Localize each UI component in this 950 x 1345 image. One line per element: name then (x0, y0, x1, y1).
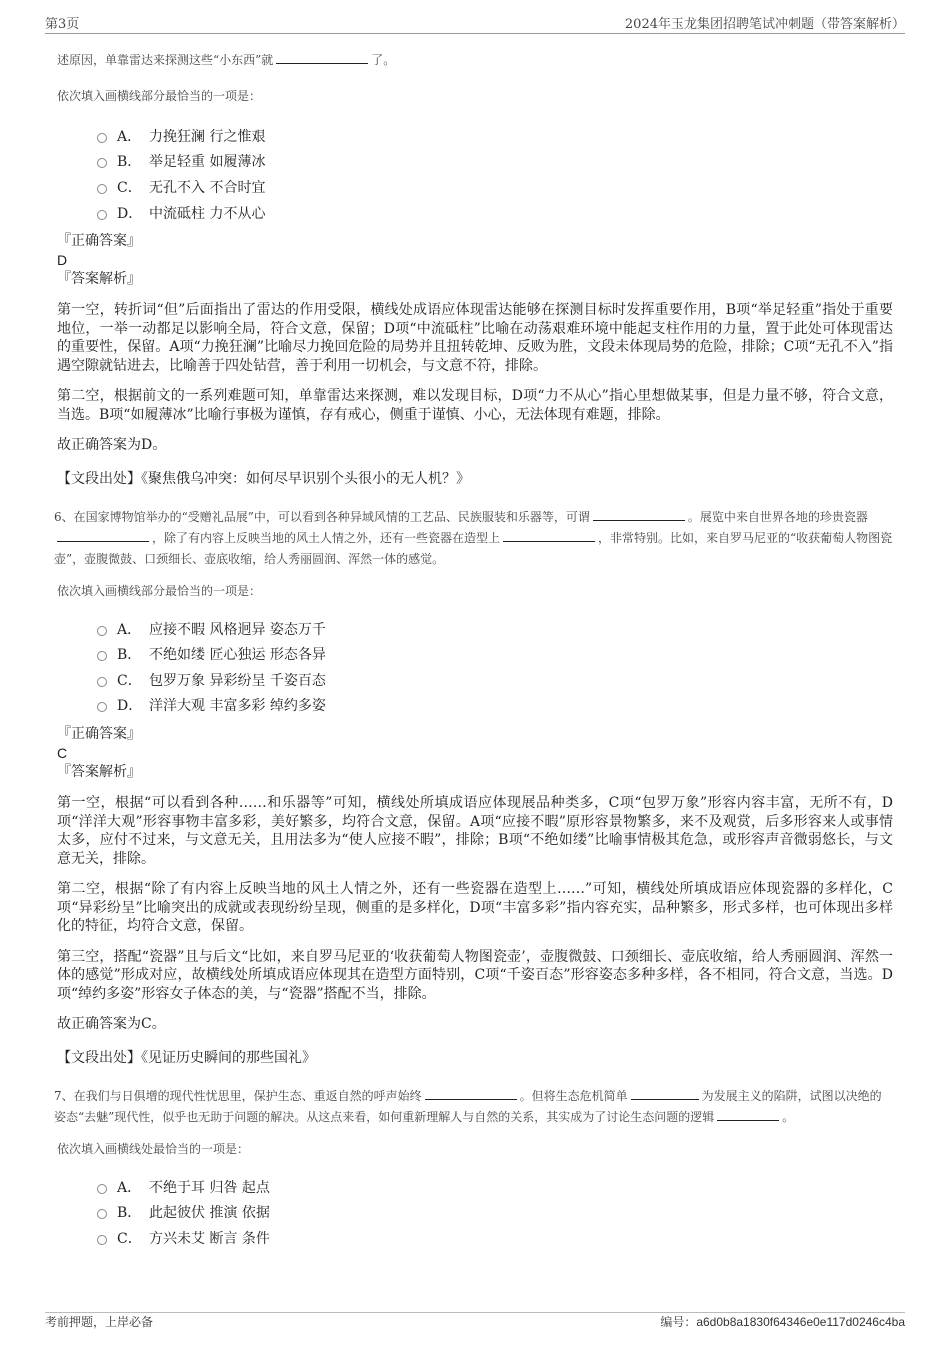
blank-line (57, 529, 149, 542)
q5-options (57, 123, 893, 225)
intro-text: 述原因，单靠雷达来探测这些“小东西”就 (57, 53, 274, 67)
radio-icon[interactable] (97, 626, 107, 636)
analysis-conclusion: 故正确答案为C。 (57, 1016, 166, 1033)
page-number: 第3页 (45, 17, 80, 32)
q5-prompt: 依次填入画横线部分最恰当的一项是： (57, 89, 262, 103)
q5-option-a[interactable]: A． 力挽狂澜 行之惟艰 (57, 123, 893, 149)
q6-option-c[interactable]: C． 包罗万象 异彩纷呈 千姿百态 (57, 667, 893, 693)
q7-option-c[interactable]: C． 方兴未艾 断言 条件 (57, 1225, 893, 1251)
q5-option-c[interactable]: C． 无孔不入 不合时宜 (57, 174, 893, 200)
analysis-paragraph: 第一空，转折词“但”后面指出了雷达的作用受限，横线处成语应体现雷达能够在探测目标时发挥重要作用，B项“举足轻重”指处于重要地位，一举一动都足以影响全局，符合文意，保留；D项“中流砥柱”比喻在动荡艰难环境中能起支柱作用的力量，置于此处可体现雷达的重要性，保留。A项“力挽狂澜”比喻尽力挽回危险的局势并且扭转乾坤、反败为胜，文段未体现局势的危险，排除；C项“无孔不入”指遇空隙就钻进去，比喻善于四处钻营，善于利用一切机会，与文意不符，排除。 (57, 302, 893, 374)
radio-icon[interactable] (97, 702, 107, 712)
radio-icon[interactable] (97, 210, 107, 220)
q6-option-d[interactable]: D． 洋洋大观 丰富多彩 绰约多姿 (57, 693, 893, 719)
analysis-paragraph: 第二空，根据“除了有内容上反映当地的风土人情之外，还有一些瓷器在造型上……”可知，横线处所填成语应体现瓷器的多样化，C项“异彩纷呈”比喻突出的成就或表现纷纷呈现，侧重的是多样化，D项“丰富多彩”指内容充实，品种繁多，形式多样，也可体现出多样化的特征，均符合文意，保留。 (57, 881, 893, 935)
radio-icon[interactable] (97, 1184, 107, 1194)
document-body (54, 50, 893, 1251)
q7-options (57, 1174, 893, 1251)
q6-prompt: 依次填入画横线部分最恰当的一项是： (57, 583, 262, 598)
correct-answer: D (57, 252, 68, 269)
radio-icon[interactable] (97, 1235, 107, 1245)
q5-option-b[interactable]: B． 举足轻重 如履薄冰 (57, 149, 893, 175)
blank-line (631, 1087, 699, 1100)
radio-icon[interactable] (97, 158, 107, 168)
blank-line (425, 1087, 517, 1100)
q6-stem: 6、在国家博物馆举办的“受赠礼品展”中，可以看到各种异域风情的工艺品、民族服装和乐器等，可谓 。展览中来自世界各地的珍贵瓷器，除了有内容上反映当地的风土人情之外，还有一些瓷器在造型上 ，非常特别。比如，来自罗马尼亚的“收获葡萄人物图瓷壶”，壶腹微鼓、口颈细长、壶底收缩，给人秀丽圆润、浑然一体的感觉。 (54, 509, 893, 566)
correct-answer: C (57, 745, 68, 762)
analysis-paragraph: 第三空，搭配“瓷器”且与后文“比如，来自罗马尼亚的‘收获葡萄人物图瓷壶’，壶腹微鼓、口颈细长、壶底收缩，给人秀丽圆润、浑然一体的感觉”形成对应，故横线处所填成语应体现其在造型方面特别，C项“千姿百态”形容姿态多种多样，各不相同，符合文意，当选。D项“绰约多姿”形容女子体态的美，与“瓷器”搭配不当，排除。 (57, 948, 893, 1002)
page-header (45, 13, 905, 33)
document-code: 编号：a6d0b8a1830f64346e0e117d0246c4ba (660, 1315, 905, 1329)
q6-option-a[interactable]: A． 应接不暇 风格迥异 姿态万千 (57, 616, 893, 642)
analysis-label: 『答案解析』 (57, 271, 141, 288)
q7-stem: 7、在我们与日俱增的现代性忧思里，保护生态、重返自然的呼声始终 。但将生态危机简单 为发展主义的陷阱，试图以决绝的姿态“去魅”现代性，似乎也无助于问题的解决。从这点来看，如何重新理解人与自然的关系，其实成为了讨论生态问题的逻辑 。 (54, 1088, 882, 1124)
correct-answer-label: 『正确答案』 (57, 233, 141, 250)
q7-option-b[interactable]: B． 此起彼伏 推演 依据 (57, 1199, 893, 1225)
q7-option-a[interactable]: A． 不绝于耳 归咎 起点 (57, 1174, 893, 1200)
radio-icon[interactable] (97, 133, 107, 143)
q7-prompt: 依次填入画横线处最恰当的一项是： (57, 1141, 250, 1156)
analysis-paragraph: 第一空，根据“可以看到各种……和乐器等”可知，横线处所填成语应体现展品种类多，C项“包罗万象”形容内容丰富，无所不有，D项“洋洋大观”形容事物丰富多彩，美好繁多，均符合文意，保留。A项“应接不暇”原形容景物繁多，来不及观赏，后多形容来人或事情太多，应付不过来，与文意无关，且用法多为“使人应接不暇”，排除；B项“不绝如缕”比喻事情极其危急，或形容声音微弱悠长，与文意无关，排除。 (57, 795, 893, 867)
intro-text-end: 了。 (371, 53, 396, 67)
blank-line (593, 508, 685, 521)
correct-answer-label: 『正确答案』 (57, 726, 141, 743)
q5-option-d[interactable]: D． 中流砥柱 力不从心 (57, 200, 893, 226)
source-line: 【文段出处】《聚焦俄乌冲突：如何尽早识别个头很小的无人机？》 (57, 470, 470, 487)
header-divider (45, 33, 905, 34)
analysis-label: 『答案解析』 (57, 764, 141, 781)
document-title: 2024年玉龙集团招聘笔试冲刺题（带答案解析） (624, 17, 905, 32)
radio-icon[interactable] (97, 184, 107, 194)
blank-line (717, 1108, 779, 1121)
radio-icon[interactable] (97, 1209, 107, 1219)
analysis-conclusion: 故正确答案为D。 (57, 437, 167, 454)
q6-option-b[interactable]: B． 不绝如缕 匠心独运 形态各异 (57, 641, 893, 667)
blank-line (276, 51, 368, 64)
radio-icon[interactable] (97, 677, 107, 687)
radio-icon[interactable] (97, 651, 107, 661)
source-line: 【文段出处】《见证历史瞬间的那些国礼》 (57, 1049, 316, 1066)
intro-sentence (57, 50, 893, 71)
footer-slogan: 考前押题，上岸必备 (45, 1315, 154, 1329)
blank-line (503, 529, 595, 542)
q6-options (57, 616, 893, 718)
analysis-paragraph: 第二空，根据前文的一系列难题可知，单靠雷达来探测，难以发现目标，D项“力不从心”指心里想做某事，但是力量不够，符合文意，当选。B项“如履薄冰”比喻行事极为谨慎，存有戒心，侧重于谨慎、小心，无法体现有难题，排除。 (57, 388, 893, 423)
